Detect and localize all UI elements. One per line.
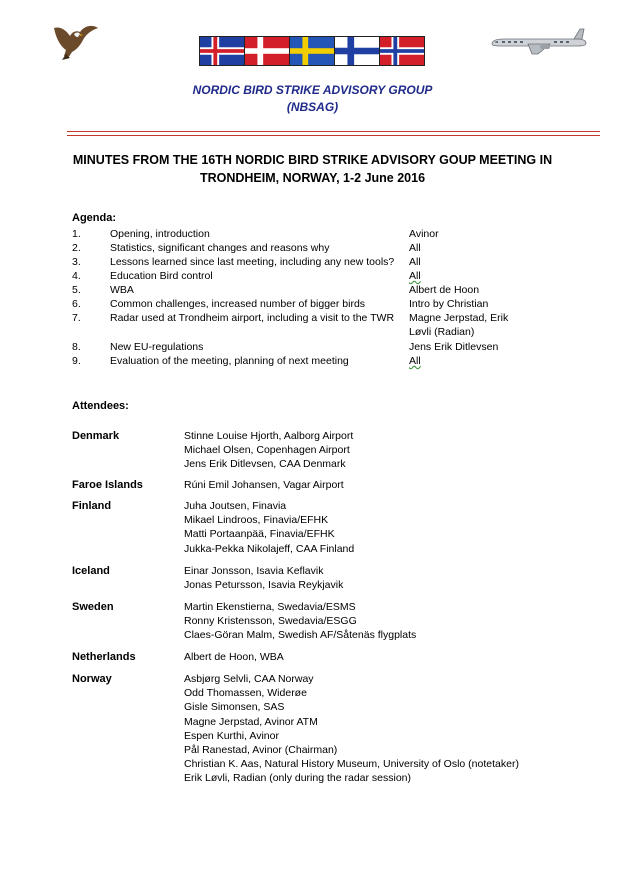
agenda-topic: Lessons learned since last meeting, including any new tools? xyxy=(110,256,395,268)
country-label: Finland xyxy=(72,500,112,512)
country-label: Netherlands xyxy=(72,651,136,663)
agenda-topic: Statistics, significant changes and reasons why xyxy=(110,242,330,254)
attendee: Espen Kurthi, Avinor xyxy=(184,729,279,742)
attendee-list xyxy=(184,564,343,592)
agenda-responsible: Avinor xyxy=(409,228,439,240)
document-title xyxy=(60,151,565,187)
attendee: Stinne Louise Hjorth, Aalborg Airport xyxy=(184,430,354,442)
attendee: Asbjørg Selvli, CAA Norway xyxy=(184,673,314,685)
country-label: Norway xyxy=(72,673,112,685)
attendee: Erik Løvli, Radian (only during the radar session) xyxy=(184,772,412,785)
attendee: Ronny Kristensson, Swedavia/ESGG xyxy=(184,615,357,628)
airplane-icon xyxy=(488,28,588,56)
nordic-flags xyxy=(199,36,435,68)
agenda-responsible: All xyxy=(409,270,421,282)
agenda-number: 5. xyxy=(72,284,81,296)
agenda-responsible: All xyxy=(409,256,421,268)
country-label: Faroe Islands xyxy=(72,479,143,491)
title-line-1: MINUTES FROM THE 16TH NORDIC BIRD STRIKE ADVISORY GOUP MEETING IN xyxy=(72,153,553,167)
agenda-responsible: Jens Erik Ditlevsen xyxy=(409,341,499,353)
attendee: Martin Ekenstierna, Swedavia/ESMS xyxy=(184,601,356,613)
agenda-topic: Common challenges, increased number of bigger birds xyxy=(110,298,366,310)
attendee: Mikael Lindroos, Finavia/EFHK xyxy=(184,514,329,527)
agenda-topic: Radar used at Trondheim airport, including a visit to the TWR xyxy=(110,312,395,324)
agenda-topic: WBA xyxy=(110,284,134,296)
sweden-flag-icon xyxy=(289,36,335,66)
attendee: Gisle Simonsen, SAS xyxy=(184,701,285,714)
agenda-topic: Opening, introduction xyxy=(110,228,210,240)
agenda-responsible-line-1: Magne Jerpstad, Erik xyxy=(409,312,509,324)
attendee: Jukka-Pekka Nikolajeff, CAA Finland xyxy=(184,542,355,555)
norway-flag-icon xyxy=(379,36,425,66)
attendee: Jens Erik Ditlevsen, CAA Denmark xyxy=(184,458,346,471)
country-label: Sweden xyxy=(72,601,114,613)
agenda-topic: New EU-regulations xyxy=(110,341,204,353)
denmark-flag-icon xyxy=(244,36,290,66)
agenda-number: 2. xyxy=(72,242,81,254)
agenda-number: 8. xyxy=(72,341,81,353)
agenda-number: 1. xyxy=(72,228,81,240)
attendee-list xyxy=(184,429,353,472)
agenda-number: 3. xyxy=(72,256,81,268)
iceland-flag-icon xyxy=(199,36,245,66)
attendee: Rúni Emil Johansen, Vagar Airport xyxy=(184,479,344,491)
header-divider xyxy=(67,131,600,136)
agenda-number: 7. xyxy=(72,312,81,324)
agenda-number: 9. xyxy=(72,355,81,367)
attendee: Juha Joutsen, Finavia xyxy=(184,500,287,512)
attendee: Claes-Göran Malm, Swedish AF/Såtenäs flygplats xyxy=(184,629,417,642)
attendee-list xyxy=(184,672,519,786)
eagle-logo-icon xyxy=(50,22,100,62)
finland-flag-icon xyxy=(334,36,380,66)
agenda-number: 4. xyxy=(72,270,81,282)
attendee: Christian K. Aas, Natural History Museum, University of Oslo (notetaker) xyxy=(184,758,519,771)
agenda-responsible xyxy=(409,311,519,339)
attendee: Pål Ranestad, Avinor (Chairman) xyxy=(184,744,338,757)
attendee-list xyxy=(184,600,416,643)
attendee: Odd Thomassen, Widerøe xyxy=(184,687,307,700)
agenda-number: 6. xyxy=(72,298,81,310)
agenda-topic: Education Bird control xyxy=(110,270,213,282)
agenda-responsible: Albert de Hoon xyxy=(409,284,480,296)
agenda-responsible-line-2: Løvli (Radian) xyxy=(409,326,475,338)
attendee: Magne Jerpstad, Avinor ATM xyxy=(184,715,318,728)
org-name: NORDIC BIRD STRIKE ADVISORY GROUP xyxy=(192,83,433,97)
country-label: Iceland xyxy=(72,565,110,577)
attendee: Matti Portaanpää, Finavia/EFHK xyxy=(184,528,335,541)
attendee-list xyxy=(184,478,344,492)
country-label: Denmark xyxy=(72,430,120,442)
agenda-responsible: All xyxy=(409,355,421,367)
attendees-heading: Attendees: xyxy=(72,400,129,412)
attendee: Michael Olsen, Copenhagen Airport xyxy=(184,444,350,457)
attendee: Jonas Petursson, Isavia Reykjavik xyxy=(184,579,344,592)
agenda-responsible: Intro by Christian xyxy=(409,298,489,310)
agenda-topic: Evaluation of the meeting, planning of next meeting xyxy=(110,355,349,367)
org-abbreviation: (NBSAG) xyxy=(286,100,339,114)
attendee-list xyxy=(184,650,284,664)
agenda-responsible: All xyxy=(409,242,421,254)
attendee: Einar Jonsson, Isavia Keflavik xyxy=(184,565,324,577)
title-line-2: TRONDHEIM, NORWAY, 1-2 June 2016 xyxy=(199,171,426,185)
agenda-heading: Agenda: xyxy=(72,212,116,224)
attendee: Albert de Hoon, WBA xyxy=(184,651,284,663)
attendee-list xyxy=(184,499,354,556)
